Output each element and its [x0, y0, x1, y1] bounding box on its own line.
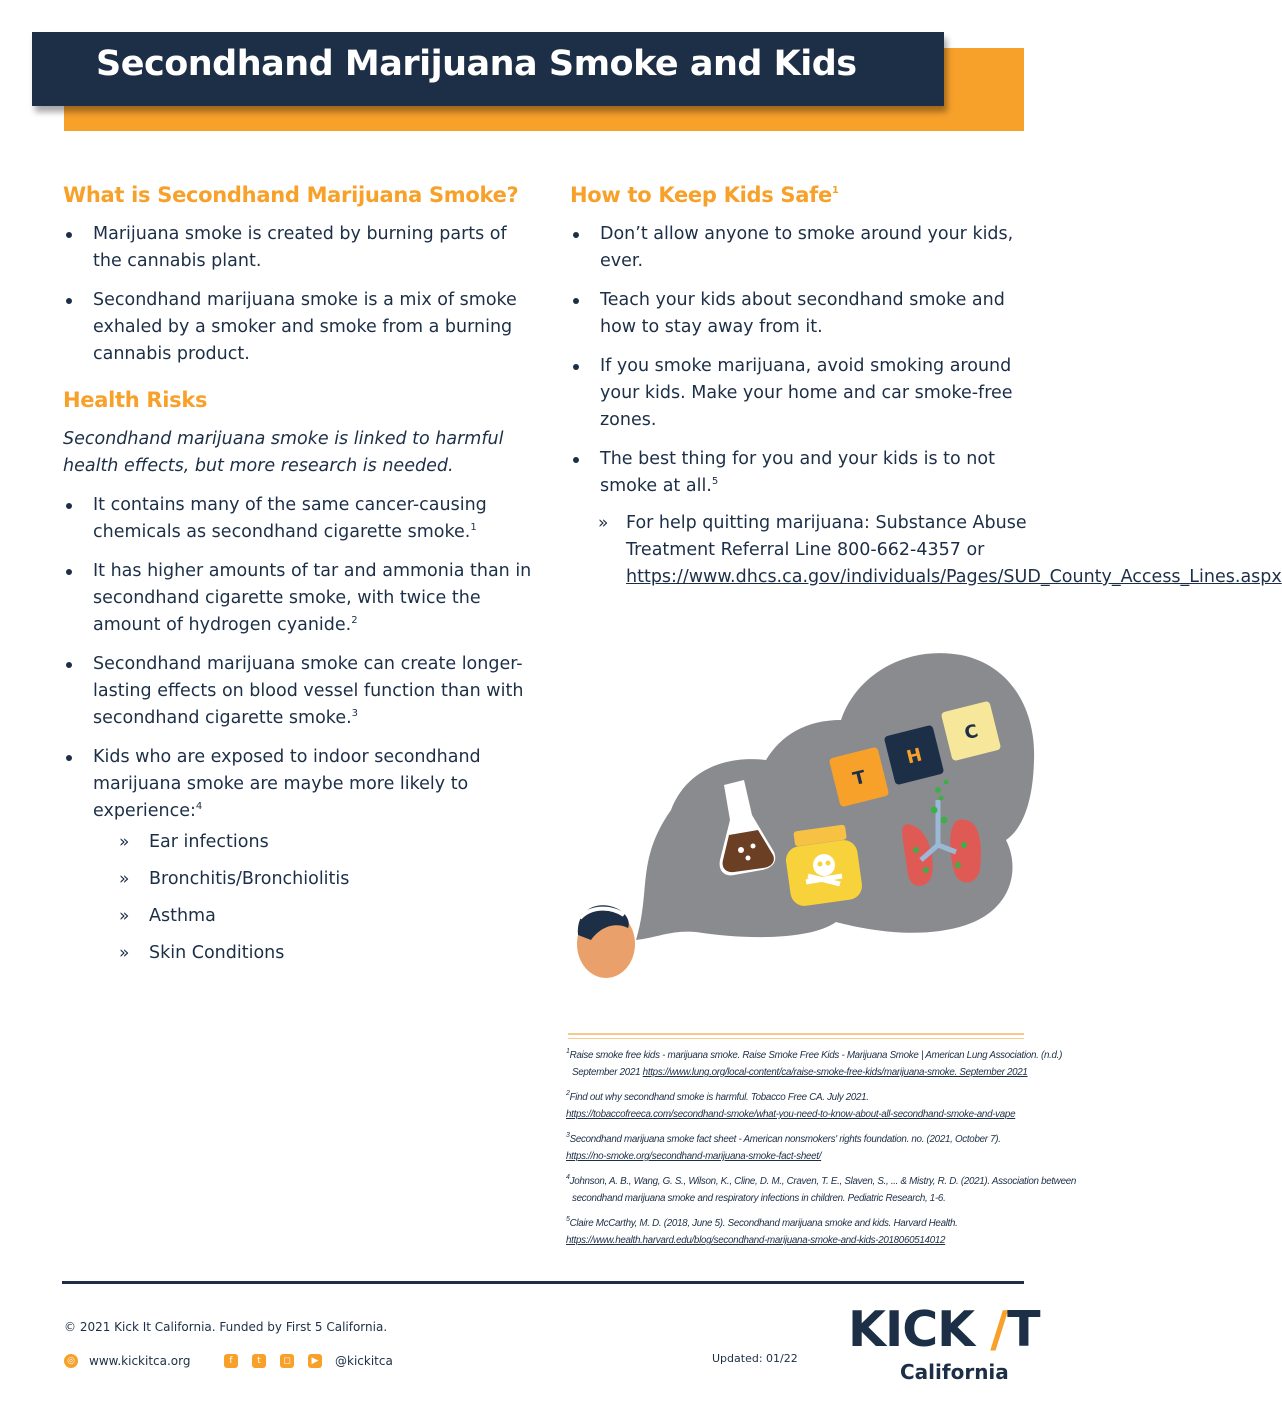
list-item-text: If you smoke marijuana, avoid smoking around your kids. Make your home and car smoke-free zones.	[600, 356, 1013, 430]
footnote-ref: 1	[470, 522, 477, 533]
footer-divider	[62, 1281, 1024, 1284]
twitter-icon[interactable]: t	[252, 1354, 266, 1368]
chevron-right-icon: »	[119, 832, 130, 852]
list-item-text: Secondhand marijuana smoke can create longer-lasting effects on blood vessel function than with secondhand cigarette smoke.	[93, 654, 524, 728]
footnote	[566, 1047, 1063, 1081]
footnote-text: secondhand marijuana smoke and respiratory infections in children. Pediatric Research, 1-6.	[572, 1193, 946, 1204]
youtube-icon[interactable]: ▶	[308, 1354, 322, 1368]
list-item-text: Kids who are exposed to indoor secondhand marijuana smoke are maybe more likely to experience:	[93, 747, 481, 821]
footnotes-divider	[568, 1033, 1024, 1035]
footnote	[566, 1173, 1077, 1207]
bullet-icon	[66, 569, 72, 575]
thc-tile-letter: H	[904, 744, 925, 769]
list-item-text: Teach your kids about secondhand smoke and how to stay away from it.	[600, 290, 1005, 337]
bullet-icon	[66, 232, 72, 238]
thc-tile-letter: T	[850, 766, 868, 791]
footnote-ref: 2	[351, 615, 358, 626]
footnote-number: 5	[566, 1216, 570, 1223]
bullet-icon	[66, 503, 72, 509]
sub-list-item	[93, 940, 533, 967]
updated-date: Updated: 01/22	[712, 1352, 798, 1365]
bullet-icon	[573, 232, 579, 238]
list-item	[570, 287, 1030, 341]
logo-text: KICK	[848, 1301, 975, 1358]
globe-icon: ◎	[64, 1354, 78, 1368]
list-item	[63, 744, 533, 967]
list-item-text: Don’t allow anyone to smoke around your kids, ever.	[600, 224, 1014, 271]
section-heading-what-is: What is Secondhand Marijuana Smoke?	[63, 183, 519, 207]
health-risks-list	[63, 492, 533, 967]
list-item	[63, 492, 533, 546]
sub-list-item	[93, 829, 533, 856]
facebook-icon[interactable]: f	[224, 1354, 238, 1368]
footnote-text: Claire McCarthy, M. D. (2018, June 5). Secondhand marijuana smoke and kids. Harvard Health.	[569, 1218, 958, 1229]
list-item	[570, 221, 1030, 275]
dhcs-access-lines-link[interactable]: https://www.dhcs.ca.gov/individuals/Pages/SUD_County_Access_Lines.aspx	[626, 567, 1282, 587]
bullet-icon	[573, 364, 579, 370]
bullet-icon	[573, 298, 579, 304]
thc-tile-letter: C	[962, 720, 981, 745]
footnote-ref: 1	[831, 185, 839, 196]
heading-text: How to Keep Kids Safe	[570, 183, 832, 207]
chevron-right-icon: »	[119, 869, 130, 889]
sub-list-item	[93, 866, 533, 893]
conditions-list	[93, 829, 533, 967]
smoke-illustration	[566, 640, 1036, 985]
list-item	[63, 651, 533, 732]
list-item-text: Secondhand marijuana smoke is a mix of smoke exhaled by a smoker and smoke from a burning cannabis product.	[93, 290, 517, 364]
list-item	[570, 446, 1030, 500]
footnote-number: 2	[566, 1090, 570, 1097]
list-item-text: Marijuana smoke is created by burning parts of the cannabis plant.	[93, 224, 507, 271]
list-item	[63, 221, 533, 275]
footnote	[566, 1131, 1028, 1165]
logo-text: T	[1007, 1301, 1040, 1358]
footnote	[566, 1089, 1028, 1123]
bullet-icon	[66, 755, 72, 761]
list-item	[570, 353, 1030, 434]
footnote-number: 1	[566, 1048, 570, 1055]
footnote	[566, 1215, 1028, 1249]
header-banner	[32, 32, 944, 106]
sub-list-item	[93, 903, 533, 930]
section-heading-keep-kids-safe	[570, 183, 1030, 207]
footnote-number: 4	[566, 1174, 570, 1181]
list-item-text: The best thing for you and your kids is to not smoke at all.	[600, 449, 995, 496]
what-is-list	[63, 221, 533, 368]
footnote-link[interactable]: https://www.lung.org/local-content/ca/raise-smoke-free-kids/marijuana-smoke. September 2021	[642, 1067, 1028, 1078]
footnote-text: Johnson, A. B., Wang, G. S., Wilson, K., Cline, D. M., Craven, T. E., Slaven, S., ... & Mistry, R. D. (2021). Association between	[569, 1176, 1077, 1187]
quit-help-item	[570, 510, 1282, 591]
footnote-number: 3	[566, 1132, 570, 1139]
sub-list-item-text: Ear infections	[149, 832, 269, 852]
person-head-icon	[577, 905, 635, 978]
sub-list-item-text: Skin Conditions	[149, 943, 285, 963]
kick-it-california-logo	[848, 1300, 1040, 1390]
sub-list-item-text: Bronchitis/Bronchiolitis	[149, 869, 350, 889]
social-handle[interactable]: @kickitca	[335, 1354, 393, 1368]
website-link[interactable]: www.kickitca.org	[89, 1354, 191, 1368]
instagram-icon[interactable]: ◻	[280, 1354, 294, 1368]
logo-subtitle: California	[900, 1360, 1009, 1384]
health-risks-intro: Secondhand marijuana smoke is linked to harmful health effects, but more research is needed.	[63, 429, 504, 476]
bullet-icon	[66, 298, 72, 304]
list-item-text: It contains many of the same cancer-causing chemicals as secondhand cigarette smoke.	[93, 495, 487, 542]
bullet-icon	[66, 662, 72, 668]
list-item	[63, 287, 533, 368]
footnote-link[interactable]: https://no-smoke.org/secondhand-marijuana-smoke-fact-sheet/	[566, 1151, 822, 1162]
footnote-ref: 4	[195, 801, 203, 812]
list-item-text: It has higher amounts of tar and ammonia than in secondhand cigarette smoke, with twice the amount of hydrogen cyanide.	[93, 561, 532, 635]
footnote-text: September 2021	[572, 1067, 643, 1078]
list-item	[63, 558, 533, 639]
section-heading-health-risks: Health Risks	[63, 388, 208, 412]
quit-help-text: For help quitting marijuana: Substance Abuse Treatment Referral Line 800-662-4357 or	[626, 513, 1027, 560]
footnote-text: Secondhand marijuana smoke fact sheet - American nonsmokers' rights foundation. no. (2021, October 7).	[569, 1134, 1001, 1145]
chevron-right-icon: »	[598, 513, 609, 533]
copyright-text: © 2021 Kick It California. Funded by First 5 California.	[64, 1320, 388, 1334]
footnotes-divider	[568, 1038, 1024, 1039]
sub-list-item-text: Asthma	[149, 906, 216, 926]
bullet-icon	[573, 457, 579, 463]
logo-slash: /	[990, 1301, 1008, 1358]
left-column	[63, 183, 533, 979]
social-links	[64, 1353, 484, 1371]
safety-list	[570, 221, 1030, 500]
page-title: Secondhand Marijuana Smoke and Kids	[96, 44, 857, 84]
footnote-ref: 3	[351, 708, 359, 719]
footnote-link[interactable]: https://tobaccofreeca.com/secondhand-smoke/what-you-need-to-know-about-all-secondhand-smoke-and-vape	[566, 1109, 1016, 1120]
footnote-text: Raise smoke free kids - marijuana smoke. Raise Smoke Free Kids - Marijuana Smoke | American Lung Association. (n.d.)	[569, 1050, 1063, 1061]
footnote-text: Find out why secondhand smoke is harmful. Tobacco Free CA. July 2021.	[569, 1092, 869, 1103]
footnote-ref: 5	[711, 476, 719, 487]
right-column	[570, 183, 1282, 591]
chevron-right-icon: »	[119, 906, 130, 926]
chevron-right-icon: »	[119, 943, 130, 963]
footnotes	[566, 1047, 1077, 1257]
footnote-link[interactable]: https://www.health.harvard.edu/blog/secondhand-marijuana-smoke-and-kids-2018060514012	[566, 1235, 946, 1246]
